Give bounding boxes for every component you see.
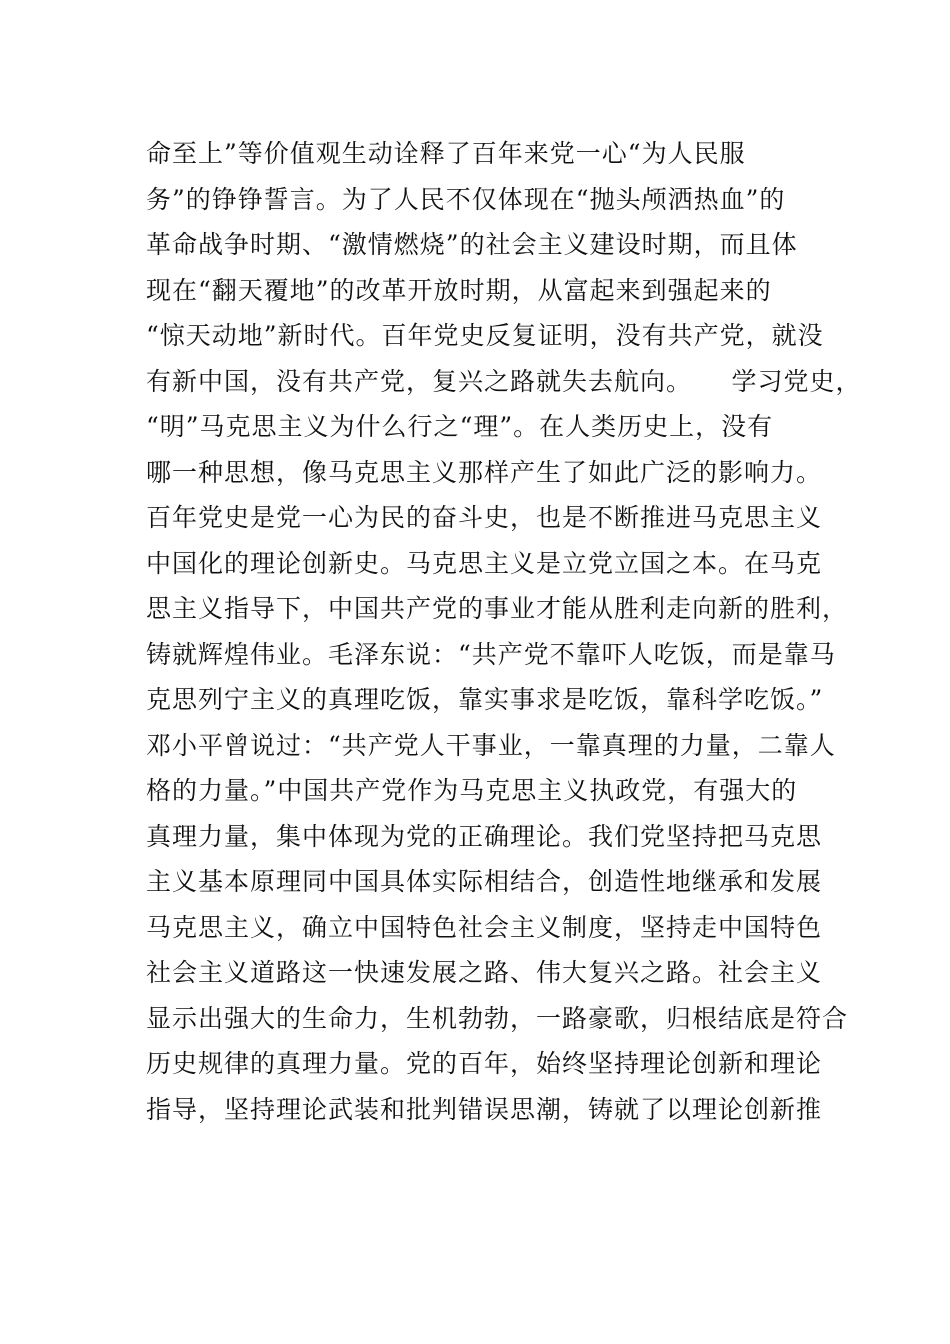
text-line-6: 有新中国，没有共产党，复兴之路就失去航向。 学习党史， — [146, 366, 862, 396]
text-line-7: “明”马克思主义为什么行之“理”。在人类历史上，没有 — [146, 412, 774, 441]
text-line-21: 历史规律的真理力量。党的百年，始终坚持理论创新和理论 — [146, 1049, 823, 1078]
text-line-9: 百年党史是党一心为民的奋斗史，也是不断推进马克思主义 — [146, 503, 823, 532]
text-line-19: 社会主义道路这一快速发展之路、伟大复兴之路。社会主义 — [146, 958, 823, 987]
text-line-4: 现在“翻天覆地”的改革开放时期，从富起来到强起来的 — [146, 275, 772, 305]
text-line-3: 革命战争时期、“激情燃烧”的社会主义建设时期，而且体 — [146, 230, 798, 259]
text-line-1: 命至上”等价值观生动诠释了百年来党一心“为人民服 — [146, 139, 746, 168]
text-line-20: 显示出强大的生命力，生机勃勃，一路豪歌，归根结底是符合 — [146, 1003, 849, 1033]
text-line-8: 哪一种思想，像马克思主义那样产生了如此广泛的影响力。 — [146, 457, 823, 487]
body-text — [146, 131, 862, 1132]
text-line-22: 指导，坚持理论武装和批判错误思潮，铸就了以理论创新推 — [146, 1094, 823, 1124]
text-line-10: 中国化的理论创新史。马克思主义是立党立国之本。在马克 — [146, 548, 823, 578]
text-line-17: 主义基本原理同中国具体实际相结合，创造性地继承和发展 — [146, 867, 823, 896]
text-line-16: 真理力量，集中体现为党的正确理论。我们党坚持把马克思 — [146, 821, 823, 851]
text-line-14: 邓小平曾说过：“共产党人干事业，一靠真理的力量，二靠人 — [146, 730, 836, 760]
text-line-12: 铸就辉煌伟业。毛泽东说：“共产党不靠吓人吃饭，而是靠马 — [146, 639, 836, 669]
text-line-5: “惊天动地”新时代。百年党史反复证明，没有共产党，就没 — [146, 321, 824, 350]
text-line-15: 格的力量。”中国共产党作为马克思主义执政党，有强大的 — [146, 776, 798, 805]
text-line-18: 马克思主义，确立中国特色社会主义制度，坚持走中国特色 — [146, 912, 823, 942]
text-line-11: 思主义指导下，中国共产党的事业才能从胜利走向新的胜利， — [146, 594, 849, 623]
text-line-13: 克思列宁主义的真理吃饭，靠实事求是吃饭，靠科学吃饭。” — [146, 685, 824, 714]
text-line-2: 务”的铮铮誓言。为了人民不仅体现在“抛头颅洒热血”的 — [146, 184, 786, 214]
